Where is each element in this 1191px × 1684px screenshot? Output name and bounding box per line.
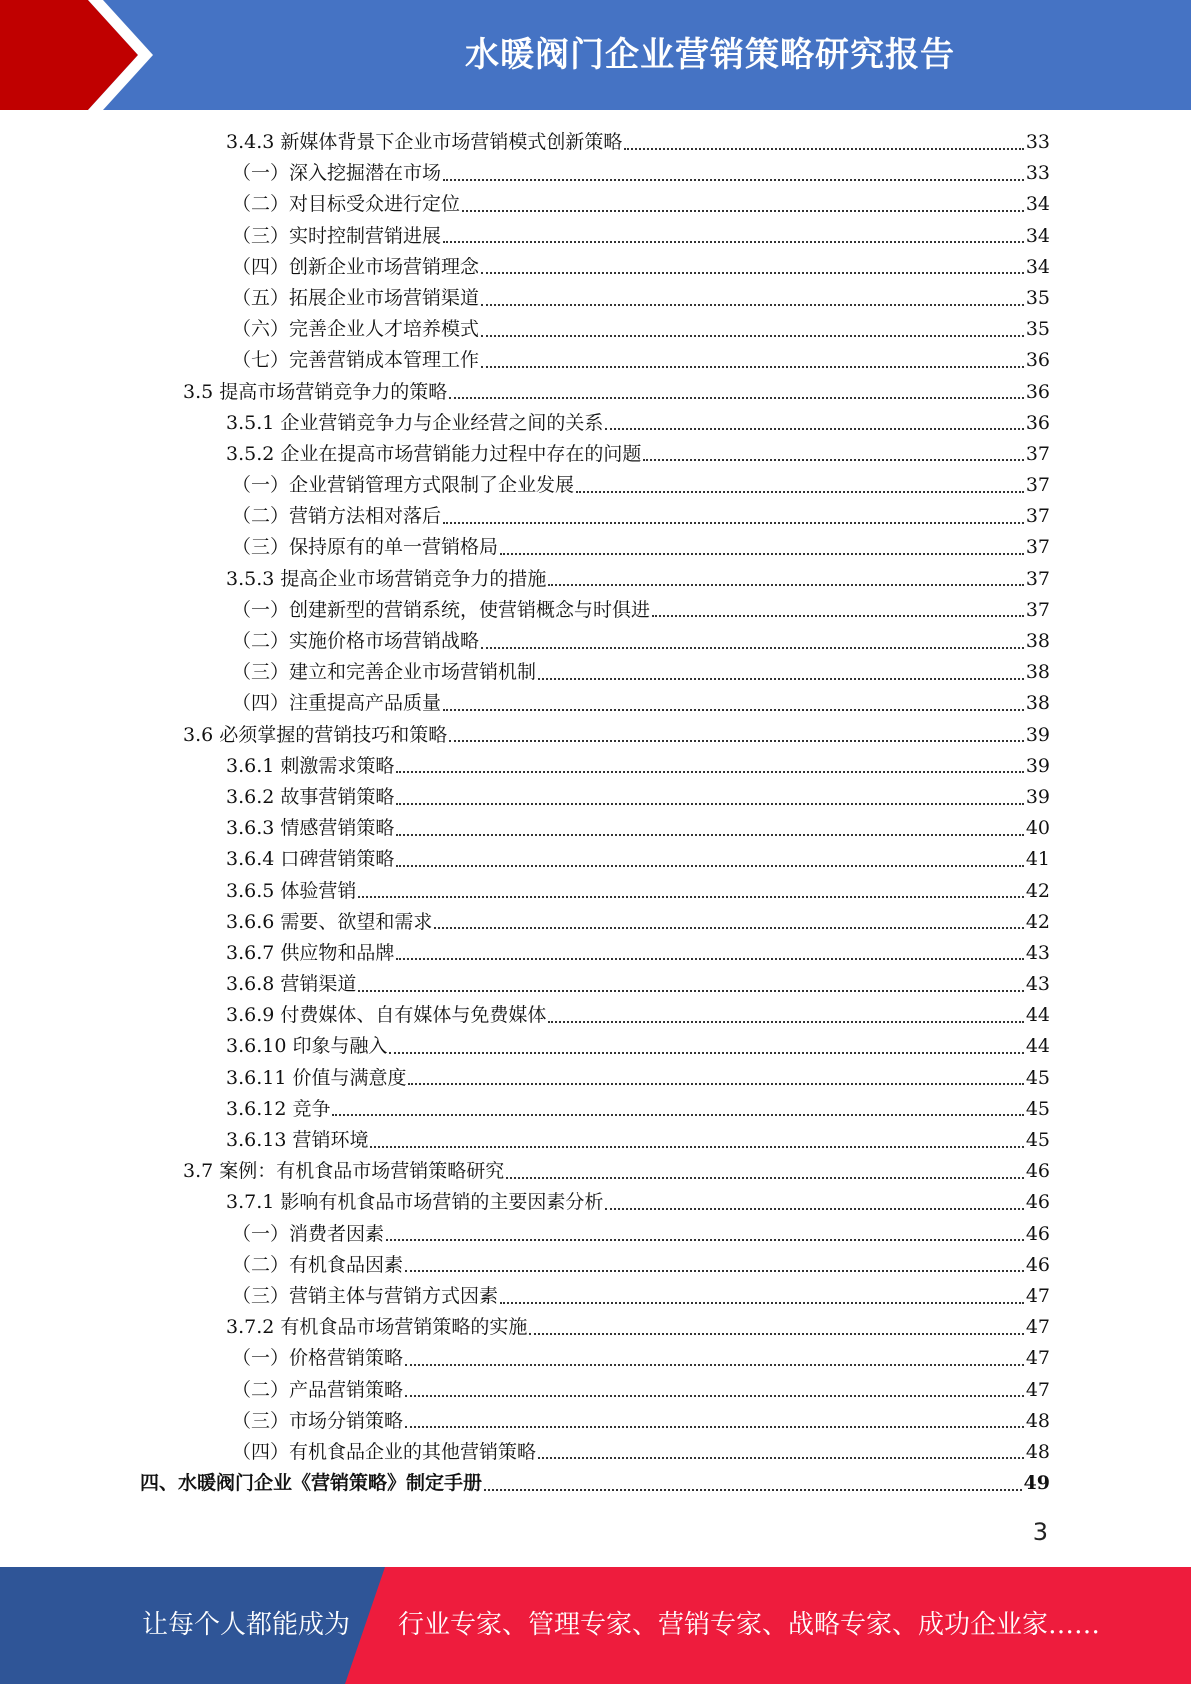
toc-entry[interactable] — [140, 158, 1050, 189]
toc-leader-dots — [443, 709, 1024, 711]
toc-entry-page: 37 — [1025, 536, 1050, 559]
toc-leader-dots — [506, 1177, 1024, 1179]
toc-entry-page: 48 — [1025, 1440, 1050, 1463]
toc-entry-page: 39 — [1025, 754, 1050, 777]
toc-entry-page: 37 — [1025, 567, 1050, 590]
toc-entry-title: 四、水暖阀门企业《营销策略》制定手册 — [140, 1472, 483, 1495]
toc-entry-page: 42 — [1025, 879, 1050, 902]
toc-entry[interactable] — [140, 189, 1050, 220]
toc-entry-title: 3.6 必须掌握的营销技巧和策略 — [183, 723, 448, 746]
toc-entry[interactable] — [140, 1156, 1050, 1187]
toc-leader-dots — [481, 335, 1024, 337]
toc-entry[interactable] — [140, 782, 1050, 813]
toc-entry-title: （三）市场分销策略 — [232, 1409, 404, 1432]
toc-leader-dots — [449, 397, 1024, 399]
toc-entry-title: 3.5 提高市场营销竞争力的策略 — [183, 380, 448, 403]
toc-entry-title: （四）创新企业市场营销理念 — [232, 255, 480, 278]
toc-entry-page: 46 — [1025, 1191, 1050, 1214]
toc-entry-title: （四）注重提高产品质量 — [232, 692, 442, 715]
toc-entry-title: 3.7.1 影响有机食品市场营销的主要因素分析 — [226, 1191, 604, 1214]
toc-entry-title: （二）营销方法相对落后 — [232, 505, 442, 528]
toc-entry-title: （一）深入挖掘潜在市场 — [232, 162, 442, 185]
toc-entry[interactable] — [140, 595, 1050, 626]
toc-entry-title: 3.5.3 提高企业市场营销竞争力的措施 — [226, 567, 547, 590]
toc-leader-dots — [396, 771, 1023, 773]
toc-leader-dots — [652, 615, 1024, 617]
toc-entry-title: （一）价格营销策略 — [232, 1347, 404, 1370]
toc-entry-page: 45 — [1025, 1066, 1050, 1089]
toc-entry-title: 3.6.5 体验营销 — [226, 879, 357, 902]
toc-entry-title: 3.6.8 营销渠道 — [226, 973, 357, 996]
toc-leader-dots — [529, 1333, 1023, 1335]
toc-leader-dots — [605, 1208, 1023, 1210]
toc-entry[interactable] — [140, 1094, 1050, 1125]
toc-entry[interactable] — [140, 127, 1050, 158]
toc-entry-page: 37 — [1025, 598, 1050, 621]
toc-leader-dots — [538, 678, 1024, 680]
toc-leader-dots — [408, 1083, 1023, 1085]
toc-entry-title: （三）保持原有的单一营销格局 — [232, 536, 499, 559]
toc-leader-dots — [443, 522, 1024, 524]
toc-entry-title: 3.7.2 有机食品市场营销策略的实施 — [226, 1316, 528, 1339]
toc-entry[interactable] — [140, 1375, 1050, 1406]
toc-entry-page: 34 — [1025, 224, 1050, 247]
toc-leader-dots — [396, 834, 1023, 836]
toc-entry-page: 47 — [1025, 1347, 1050, 1370]
toc-entry-title: 3.6.4 口碑营销策略 — [226, 848, 395, 871]
toc-entry[interactable] — [140, 1031, 1050, 1062]
toc-entry-page: 49 — [1023, 1472, 1050, 1495]
toc-entry-title: （二）有机食品因素 — [232, 1253, 404, 1276]
toc-entry[interactable] — [140, 283, 1050, 314]
toc-entry-page: 47 — [1025, 1316, 1050, 1339]
toc-leader-dots — [358, 990, 1023, 992]
toc-entry-title: （五）拓展企业市场营销渠道 — [232, 286, 480, 309]
toc-leader-dots — [389, 1052, 1023, 1054]
toc-entry-page: 36 — [1025, 380, 1050, 403]
toc-entry[interactable] — [140, 470, 1050, 501]
toc-leader-dots — [405, 1426, 1024, 1428]
toc-leader-dots — [500, 1302, 1024, 1304]
toc-entry[interactable] — [140, 688, 1050, 719]
toc-entry-page: 34 — [1025, 255, 1050, 278]
toc-entry[interactable] — [140, 1281, 1050, 1312]
toc-entry-title: （三）建立和完善企业市场营销机制 — [232, 661, 537, 684]
toc-entry-title: 3.6.11 价值与满意度 — [226, 1066, 407, 1089]
toc-entry-title: 3.6.9 付费媒体、自有媒体与免费媒体 — [226, 1004, 547, 1027]
toc-leader-dots — [481, 272, 1024, 274]
toc-entry-title: （三）营销主体与营销方式因素 — [232, 1284, 499, 1307]
toc-leader-dots — [462, 210, 1024, 212]
toc-entry-page: 46 — [1025, 1160, 1050, 1183]
toc-leader-dots — [500, 553, 1024, 555]
toc-leader-dots — [481, 647, 1024, 649]
toc-leader-dots — [449, 740, 1024, 742]
footer-slogan-left: 让每个人都能成为 — [142, 1610, 351, 1640]
toc-leader-dots — [396, 865, 1023, 867]
toc-entry[interactable] — [140, 907, 1050, 938]
toc-entry[interactable] — [140, 1406, 1050, 1437]
toc-leader-dots — [405, 1270, 1024, 1272]
toc-leader-dots — [443, 179, 1024, 181]
toc-leader-dots — [443, 241, 1024, 243]
toc-entry-page: 33 — [1025, 162, 1050, 185]
toc-entry-page: 44 — [1025, 1004, 1050, 1027]
toc-entry-title: 3.6.3 情感营销策略 — [226, 817, 395, 840]
toc-entry-title: 3.6.2 故事营销策略 — [226, 785, 395, 808]
toc-entry-page: 36 — [1025, 349, 1050, 372]
toc-entry[interactable] — [140, 1250, 1050, 1281]
toc-entry[interactable] — [140, 969, 1050, 1000]
toc-entry-page: 33 — [1025, 131, 1050, 153]
toc-entry[interactable] — [140, 751, 1050, 782]
toc-entry-page: 42 — [1025, 910, 1050, 933]
toc-entry-page: 37 — [1025, 505, 1050, 528]
toc-entry[interactable] — [140, 1312, 1050, 1343]
toc-entry-page: 46 — [1025, 1253, 1050, 1276]
toc-leader-dots — [605, 428, 1023, 430]
toc-leader-dots — [538, 1457, 1024, 1459]
toc-entry-title: （四）有机食品企业的其他营销策略 — [232, 1440, 537, 1463]
toc-entry-title: 3.6.10 印象与融入 — [226, 1035, 388, 1058]
toc-entry-page: 38 — [1025, 661, 1050, 684]
toc-entry-page: 45 — [1025, 1129, 1050, 1151]
toc-leader-dots — [576, 491, 1024, 493]
toc-entry-page: 47 — [1025, 1378, 1050, 1401]
header-title: 水暖阀门企业营销策略研究报告 — [465, 35, 955, 75]
toc-entry-page: 39 — [1025, 785, 1050, 808]
toc-entry[interactable] — [140, 1000, 1050, 1031]
toc-entry-title: 3.6.12 竞争 — [226, 1097, 331, 1120]
toc-entry-page: 36 — [1025, 411, 1050, 434]
toc-entry[interactable] — [140, 813, 1050, 844]
toc-entry[interactable] — [140, 532, 1050, 563]
toc-leader-dots — [396, 803, 1023, 805]
toc-leader-dots — [386, 1239, 1024, 1241]
toc-entry-page: 34 — [1025, 193, 1050, 216]
toc-leader-dots — [370, 1146, 1023, 1148]
toc-entry[interactable] — [140, 626, 1050, 657]
toc-leader-dots — [405, 1364, 1024, 1366]
toc-entry-title: 3.4.3 新媒体背景下企业市场营销模式创新策略 — [226, 131, 623, 153]
toc-entry-page: 40 — [1025, 817, 1050, 840]
toc-entry[interactable] — [140, 720, 1050, 751]
toc-entry-title: 3.5.1 企业营销竞争力与企业经营之间的关系 — [226, 411, 604, 434]
toc-entry[interactable] — [140, 345, 1050, 376]
toc-entry[interactable] — [140, 876, 1050, 907]
toc-entry[interactable] — [140, 938, 1050, 969]
toc-leader-dots — [548, 584, 1023, 586]
toc-entry-title: （六）完善企业人才培养模式 — [232, 318, 480, 341]
toc-entry-title: 3.6.1 刺激需求策略 — [226, 754, 395, 777]
toc-leader-dots — [405, 1395, 1024, 1397]
toc-entry[interactable] — [140, 1468, 1050, 1499]
toc-entry-page: 35 — [1025, 286, 1050, 309]
toc-leader-dots — [548, 1021, 1023, 1023]
toc-entry-title: 3.6.13 营销环境 — [226, 1129, 369, 1151]
toc-entry-title: 3.7 案例：有机食品市场营销策略研究 — [183, 1160, 505, 1183]
toc-entry[interactable] — [140, 1187, 1050, 1218]
toc-leader-dots — [643, 459, 1023, 461]
toc-entry-page: 35 — [1025, 318, 1050, 341]
toc-entry-page: 47 — [1025, 1284, 1050, 1307]
toc-entry-page: 37 — [1025, 474, 1050, 497]
toc-entry-page: 38 — [1025, 630, 1050, 652]
toc-entry[interactable] — [140, 1219, 1050, 1250]
toc-entry-title: （三）实时控制营销进展 — [232, 224, 442, 247]
toc-entry[interactable] — [140, 314, 1050, 345]
toc-leader-dots — [481, 304, 1024, 306]
toc-leader-dots — [434, 927, 1023, 929]
toc-entry-page: 37 — [1025, 442, 1050, 465]
toc-entry-title: 3.6.7 供应物和品牌 — [226, 941, 395, 964]
footer-slogan-right: 行业专家、管理专家、营销专家、战略专家、成功企业家…… — [398, 1610, 1101, 1640]
toc-entry[interactable] — [140, 377, 1050, 408]
toc-entry[interactable] — [140, 1437, 1050, 1468]
toc-entry[interactable] — [140, 564, 1050, 595]
toc-entry[interactable] — [140, 1343, 1050, 1374]
toc-entry-title: 3.5.2 企业在提高市场营销能力过程中存在的问题 — [226, 442, 642, 465]
toc-leader-dots — [484, 1489, 1022, 1491]
toc-entry-title: （二）对目标受众进行定位 — [232, 193, 461, 216]
toc-entry-page: 45 — [1025, 1097, 1050, 1120]
page-number: 3 — [1032, 1518, 1048, 1546]
toc-entry[interactable] — [140, 657, 1050, 688]
toc-leader-dots — [358, 896, 1023, 898]
toc-entry-title: （一）消费者因素 — [232, 1222, 385, 1245]
toc-entry-page: 43 — [1025, 973, 1050, 996]
toc-entry[interactable] — [140, 221, 1050, 252]
toc-entry[interactable] — [140, 501, 1050, 532]
header-banner — [0, 0, 1191, 110]
toc-entry-page: 44 — [1025, 1035, 1050, 1058]
toc-entry[interactable] — [140, 1063, 1050, 1094]
toc-leader-dots — [481, 366, 1024, 368]
toc-entry[interactable] — [140, 1125, 1050, 1156]
toc-entry-page: 38 — [1025, 692, 1050, 715]
toc-entry[interactable] — [140, 408, 1050, 439]
toc-entry-page: 41 — [1025, 848, 1050, 871]
table-of-contents — [140, 127, 1050, 1499]
toc-entry-page: 48 — [1025, 1409, 1050, 1432]
toc-entry-title: （一）企业营销管理方式限制了企业发展 — [232, 474, 575, 497]
toc-entry-page: 46 — [1025, 1222, 1050, 1245]
toc-entry-title: （二）实施价格市场营销战略 — [232, 630, 480, 652]
toc-entry-title: （二）产品营销策略 — [232, 1378, 404, 1401]
footer-banner — [0, 1567, 1191, 1684]
toc-leader-dots — [624, 148, 1023, 150]
toc-entry[interactable] — [140, 439, 1050, 470]
toc-entry-title: （七）完善营销成本管理工作 — [232, 349, 480, 372]
toc-leader-dots — [332, 1114, 1023, 1116]
toc-entry[interactable] — [140, 844, 1050, 875]
toc-leader-dots — [396, 958, 1023, 960]
toc-entry[interactable] — [140, 252, 1050, 283]
toc-entry-page: 43 — [1025, 941, 1050, 964]
toc-entry-page: 39 — [1025, 723, 1050, 746]
toc-entry-title: （一）创建新型的营销系统，使营销概念与时俱进 — [232, 598, 651, 621]
toc-entry-title: 3.6.6 需要、欲望和需求 — [226, 910, 433, 933]
